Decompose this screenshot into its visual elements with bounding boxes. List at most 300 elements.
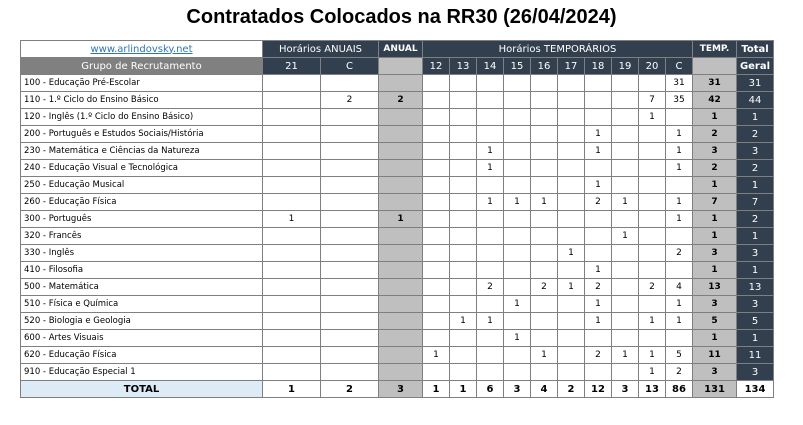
cell-temp: 1 (639, 313, 666, 330)
cell-temp: 1 (639, 109, 666, 126)
table-body (21, 75, 774, 398)
cell-temp (450, 177, 477, 194)
cell-temp (531, 75, 558, 92)
cell-anual-21 (263, 126, 321, 143)
cell-temp (504, 228, 531, 245)
total-anual-21: 1 (263, 381, 321, 398)
header-anuais: Horários ANUAIS (263, 41, 379, 58)
cell-temp (531, 262, 558, 279)
total-temp: 6 (477, 381, 504, 398)
table-row (21, 330, 774, 347)
cell-temp (531, 92, 558, 109)
cell-temp (585, 364, 612, 381)
header-geral: Geral (737, 58, 774, 75)
cell-temp-total: 3 (693, 245, 737, 262)
table-row (21, 194, 774, 211)
row-label: 620 - Educação Física (21, 347, 263, 364)
cell-temp-total: 1 (693, 211, 737, 228)
cell-temp (531, 160, 558, 177)
cell-temp (450, 126, 477, 143)
cell-temp (558, 143, 585, 160)
table-row (21, 313, 774, 330)
cell-anual-21: 1 (263, 211, 321, 228)
cell-temp-total: 1 (693, 262, 737, 279)
cell-anual-21 (263, 364, 321, 381)
cell-anual-c (321, 177, 379, 194)
cell-temp: 5 (666, 347, 693, 364)
cell-temp: 1 (612, 228, 639, 245)
table-row (21, 143, 774, 160)
table-row (21, 279, 774, 296)
cell-temp (612, 75, 639, 92)
cell-anual-c (321, 75, 379, 92)
cell-temp-total: 42 (693, 92, 737, 109)
cell-total-geral: 3 (737, 245, 774, 262)
cell-temp (531, 245, 558, 262)
cell-temp (423, 262, 450, 279)
cell-anual-total (379, 109, 423, 126)
cell-anual-total (379, 330, 423, 347)
cell-temp (558, 177, 585, 194)
cell-temp (450, 347, 477, 364)
cell-temp (423, 75, 450, 92)
cell-temp: 1 (531, 194, 558, 211)
subheader-temp-12: 12 (423, 58, 450, 75)
cell-temp (558, 92, 585, 109)
cell-temp (504, 177, 531, 194)
total-anual-c: 2 (321, 381, 379, 398)
cell-temp-total: 1 (693, 109, 737, 126)
cell-temp (639, 296, 666, 313)
cell-temp (612, 296, 639, 313)
cell-anual-total (379, 364, 423, 381)
cell-temp (558, 160, 585, 177)
subheader-anual-c: C (321, 58, 379, 75)
total-temp: 3 (612, 381, 639, 398)
cell-temp (423, 109, 450, 126)
subheader-temp-16: 16 (531, 58, 558, 75)
cell-temp: 1 (558, 279, 585, 296)
cell-temp (612, 109, 639, 126)
cell-temp-total: 11 (693, 347, 737, 364)
cell-temp (504, 143, 531, 160)
header-temporarios: Horários TEMPORÁRIOS (423, 41, 693, 58)
cell-temp (504, 347, 531, 364)
cell-anual-c: 2 (321, 92, 379, 109)
cell-temp (450, 194, 477, 211)
table-row (21, 126, 774, 143)
row-label: 100 - Educação Pré-Escolar (21, 75, 263, 92)
cell-total-geral: 1 (737, 177, 774, 194)
cell-total-geral: 13 (737, 279, 774, 296)
subheader-temp-17: 17 (558, 58, 585, 75)
cell-total-geral: 7 (737, 194, 774, 211)
cell-temp (612, 330, 639, 347)
row-label: 330 - Inglês (21, 245, 263, 262)
cell-temp (477, 330, 504, 347)
row-label: 260 - Educação Física (21, 194, 263, 211)
cell-temp (639, 75, 666, 92)
row-label: 300 - Português (21, 211, 263, 228)
cell-temp (612, 245, 639, 262)
cell-temp (423, 330, 450, 347)
row-label: 600 - Artes Visuais (21, 330, 263, 347)
row-label: 410 - Filosofia (21, 262, 263, 279)
cell-temp: 1 (666, 126, 693, 143)
cell-temp (531, 228, 558, 245)
cell-anual-total: 2 (379, 92, 423, 109)
cell-temp (504, 364, 531, 381)
cell-temp (450, 92, 477, 109)
cell-total-geral: 1 (737, 262, 774, 279)
total-temp: 1 (450, 381, 477, 398)
cell-anual-21 (263, 194, 321, 211)
cell-total-geral: 11 (737, 347, 774, 364)
cell-temp (477, 126, 504, 143)
cell-temp (558, 75, 585, 92)
cell-temp-total: 2 (693, 126, 737, 143)
cell-temp (450, 279, 477, 296)
cell-anual-c (321, 279, 379, 296)
totals-row (21, 381, 774, 398)
cell-temp (450, 330, 477, 347)
cell-temp: 1 (585, 296, 612, 313)
cell-temp (423, 211, 450, 228)
cell-anual-total (379, 160, 423, 177)
cell-anual-total (379, 279, 423, 296)
cell-temp (666, 330, 693, 347)
row-label: 910 - Educação Especial 1 (21, 364, 263, 381)
cell-anual-c (321, 313, 379, 330)
cell-anual-21 (263, 177, 321, 194)
cell-anual-21 (263, 279, 321, 296)
subheader-anual-21: 21 (263, 58, 321, 75)
row-label: 240 - Educação Visual e Tecnológica (21, 160, 263, 177)
cell-anual-c (321, 109, 379, 126)
cell-anual-total (379, 262, 423, 279)
cell-temp (612, 313, 639, 330)
cell-temp (666, 262, 693, 279)
cell-temp: 1 (504, 330, 531, 347)
cell-temp (477, 296, 504, 313)
cell-temp (558, 228, 585, 245)
page-title: Contratados Colocados na RR30 (26/04/2024) (186, 6, 617, 28)
total-temp: 4 (531, 381, 558, 398)
table-row (21, 245, 774, 262)
cell-anual-c (321, 296, 379, 313)
cell-temp (558, 126, 585, 143)
cell-temp (531, 313, 558, 330)
website-link[interactable]: www.arlindovsky.net (21, 41, 263, 58)
cell-temp (423, 279, 450, 296)
cell-temp: 1 (666, 296, 693, 313)
cell-temp (477, 177, 504, 194)
cell-anual-21 (263, 330, 321, 347)
cell-temp: 7 (639, 92, 666, 109)
cell-total-geral: 1 (737, 228, 774, 245)
cell-temp: 1 (477, 194, 504, 211)
cell-temp (666, 228, 693, 245)
cell-temp (558, 330, 585, 347)
table-row (21, 92, 774, 109)
cell-temp: 1 (585, 143, 612, 160)
cell-temp (639, 177, 666, 194)
cell-anual-21 (263, 143, 321, 160)
cell-temp: 1 (666, 143, 693, 160)
cell-temp (639, 330, 666, 347)
cell-temp (504, 75, 531, 92)
table-row (21, 347, 774, 364)
subheader-temp-18: 18 (585, 58, 612, 75)
cell-temp: 1 (450, 313, 477, 330)
cell-temp (531, 109, 558, 126)
cell-temp (531, 211, 558, 228)
cell-temp (585, 160, 612, 177)
cell-temp: 1 (612, 194, 639, 211)
cell-temp (504, 109, 531, 126)
cell-anual-total (379, 194, 423, 211)
cell-anual-c (321, 245, 379, 262)
cell-temp (477, 347, 504, 364)
table-row (21, 296, 774, 313)
cell-temp (558, 262, 585, 279)
cell-temp (531, 143, 558, 160)
cell-temp (504, 160, 531, 177)
cell-anual-c (321, 347, 379, 364)
cell-temp: 31 (666, 75, 693, 92)
cell-temp (639, 143, 666, 160)
cell-anual-21 (263, 92, 321, 109)
cell-temp (612, 143, 639, 160)
cell-temp (450, 109, 477, 126)
cell-anual-21 (263, 313, 321, 330)
cell-total-geral: 44 (737, 92, 774, 109)
cell-temp (504, 126, 531, 143)
cell-temp (423, 143, 450, 160)
cell-temp (423, 313, 450, 330)
cell-temp (585, 330, 612, 347)
header-total: Total (737, 41, 774, 58)
total-anual: 3 (379, 381, 423, 398)
cell-temp (639, 126, 666, 143)
cell-temp (450, 211, 477, 228)
cell-temp: 2 (477, 279, 504, 296)
cell-temp (504, 92, 531, 109)
cell-anual-total (379, 313, 423, 330)
cell-anual-total (379, 126, 423, 143)
cell-temp (477, 262, 504, 279)
cell-temp: 1 (504, 296, 531, 313)
table-row (21, 364, 774, 381)
cell-temp (612, 160, 639, 177)
cell-temp (558, 296, 585, 313)
cell-anual-21 (263, 347, 321, 364)
cell-temp (423, 160, 450, 177)
table-row (21, 211, 774, 228)
cell-temp (585, 75, 612, 92)
cell-anual-c (321, 143, 379, 160)
cell-temp (558, 109, 585, 126)
cell-temp (423, 364, 450, 381)
cell-temp: 1 (639, 364, 666, 381)
cell-temp (612, 279, 639, 296)
table-row (21, 160, 774, 177)
cell-temp: 1 (531, 347, 558, 364)
cell-anual-total (379, 347, 423, 364)
subheader-temp-blank (693, 58, 737, 75)
cell-temp (558, 194, 585, 211)
cell-temp-total: 2 (693, 160, 737, 177)
cell-temp: 2 (666, 364, 693, 381)
cell-temp (450, 228, 477, 245)
cell-temp (504, 279, 531, 296)
cell-temp (504, 313, 531, 330)
cell-temp (585, 92, 612, 109)
subheader-temp-c: C (666, 58, 693, 75)
cell-temp (531, 330, 558, 347)
total-geral: 134 (737, 381, 774, 398)
cell-temp: 1 (666, 160, 693, 177)
row-label: 510 - Física e Química (21, 296, 263, 313)
subheader-temp-13: 13 (450, 58, 477, 75)
cell-anual-21 (263, 262, 321, 279)
cell-temp-total: 1 (693, 330, 737, 347)
row-label: 110 - 1.º Ciclo do Ensino Básico (21, 92, 263, 109)
cell-temp: 1 (639, 347, 666, 364)
row-label: 200 - Português e Estudos Sociais/História (21, 126, 263, 143)
cell-temp (450, 143, 477, 160)
cell-temp (477, 228, 504, 245)
table-row (21, 228, 774, 245)
cell-temp: 1 (423, 347, 450, 364)
total-temp: 1 (423, 381, 450, 398)
cell-anual-21 (263, 228, 321, 245)
cell-temp: 1 (477, 143, 504, 160)
total-temp-sum: 131 (693, 381, 737, 398)
cell-temp: 2 (639, 279, 666, 296)
cell-temp: 2 (585, 347, 612, 364)
cell-temp (477, 92, 504, 109)
cell-temp (612, 92, 639, 109)
cell-temp (531, 126, 558, 143)
row-label: 120 - Inglês (1.º Ciclo do Ensino Básico) (21, 109, 263, 126)
cell-anual-total (379, 177, 423, 194)
cell-anual-c (321, 126, 379, 143)
cell-total-geral: 31 (737, 75, 774, 92)
cell-temp (531, 296, 558, 313)
header-anual: ANUAL (379, 41, 423, 58)
cell-temp: 1 (585, 126, 612, 143)
total-temp: 86 (666, 381, 693, 398)
cell-temp (558, 347, 585, 364)
cell-temp (639, 194, 666, 211)
cell-temp (504, 262, 531, 279)
header-temp: TEMP. (693, 41, 737, 58)
cell-temp (612, 177, 639, 194)
subheader-anual-blank (379, 58, 423, 75)
cell-temp: 2 (666, 245, 693, 262)
cell-total-geral: 2 (737, 211, 774, 228)
table-row (21, 262, 774, 279)
cell-anual-21 (263, 160, 321, 177)
cell-temp (477, 109, 504, 126)
cell-temp: 1 (585, 177, 612, 194)
cell-anual-total (379, 245, 423, 262)
cell-temp (450, 296, 477, 313)
cell-temp (612, 126, 639, 143)
cell-temp (477, 211, 504, 228)
cell-temp: 1 (612, 347, 639, 364)
subheader-temp-15: 15 (504, 58, 531, 75)
cell-temp (423, 177, 450, 194)
row-label: 320 - Francês (21, 228, 263, 245)
cell-anual-21 (263, 109, 321, 126)
row-label: 230 - Matemática e Ciências da Natureza (21, 143, 263, 160)
cell-anual-total (379, 75, 423, 92)
cell-temp: 2 (585, 194, 612, 211)
placements-table (20, 40, 774, 398)
cell-total-geral: 3 (737, 143, 774, 160)
subheader-temp-19: 19 (612, 58, 639, 75)
row-label: 250 - Educação Musical (21, 177, 263, 194)
cell-temp: 2 (531, 279, 558, 296)
cell-temp-total: 7 (693, 194, 737, 211)
cell-anual-c (321, 211, 379, 228)
cell-temp: 1 (585, 313, 612, 330)
cell-temp-total: 1 (693, 177, 737, 194)
cell-temp (450, 262, 477, 279)
cell-anual-total (379, 143, 423, 160)
cell-temp (585, 228, 612, 245)
cell-anual-c (321, 228, 379, 245)
cell-anual-21 (263, 296, 321, 313)
cell-anual-21 (263, 75, 321, 92)
subheader-temp-20: 20 (639, 58, 666, 75)
cell-temp (639, 160, 666, 177)
cell-temp: 1 (666, 194, 693, 211)
cell-temp: 1 (558, 245, 585, 262)
cell-temp: 4 (666, 279, 693, 296)
subheader-temp-14: 14 (477, 58, 504, 75)
total-temp: 3 (504, 381, 531, 398)
cell-total-geral: 3 (737, 296, 774, 313)
cell-temp: 1 (504, 194, 531, 211)
cell-anual-21 (263, 245, 321, 262)
cell-temp: 35 (666, 92, 693, 109)
cell-temp (450, 75, 477, 92)
cell-total-geral: 5 (737, 313, 774, 330)
cell-temp: 1 (477, 160, 504, 177)
cell-total-geral: 2 (737, 160, 774, 177)
cell-anual-c (321, 364, 379, 381)
cell-temp (477, 364, 504, 381)
cell-temp (585, 109, 612, 126)
cell-temp (639, 245, 666, 262)
table-row (21, 177, 774, 194)
cell-temp (531, 177, 558, 194)
cell-temp: 1 (477, 313, 504, 330)
cell-total-geral: 3 (737, 364, 774, 381)
total-temp: 2 (558, 381, 585, 398)
cell-temp: 2 (585, 279, 612, 296)
cell-temp (639, 262, 666, 279)
cell-temp (477, 245, 504, 262)
cell-temp (558, 364, 585, 381)
table-row (21, 109, 774, 126)
cell-temp (612, 364, 639, 381)
cell-temp-total: 1 (693, 228, 737, 245)
total-temp: 13 (639, 381, 666, 398)
